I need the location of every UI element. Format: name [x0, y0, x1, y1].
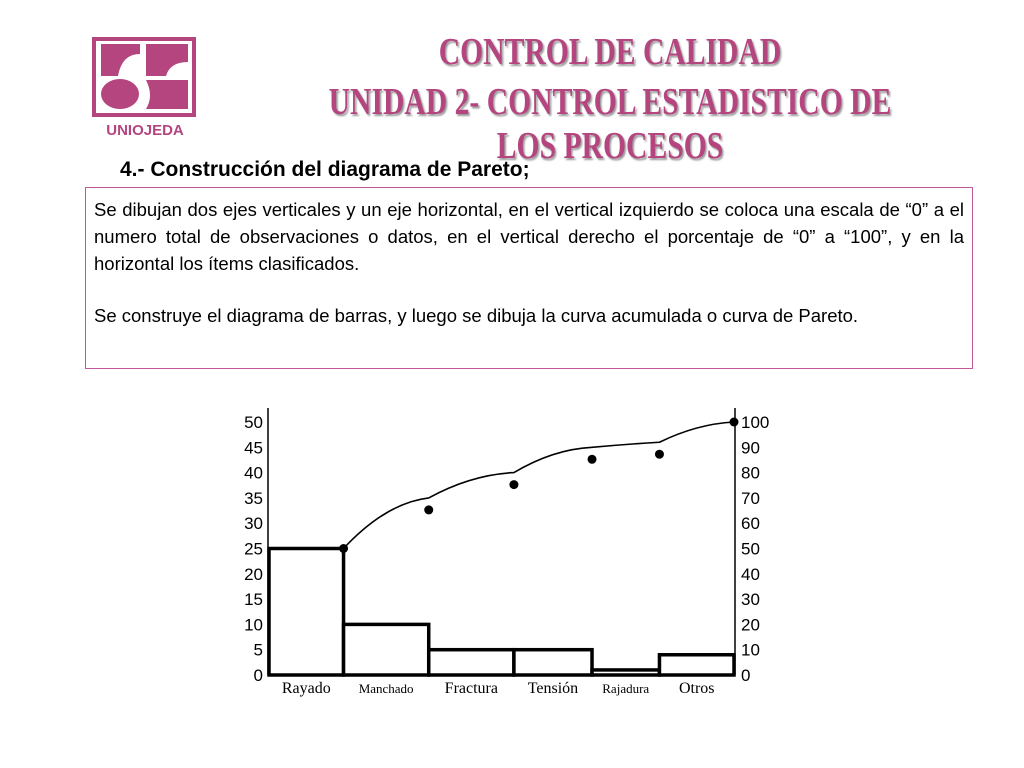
y-right-tick-label: 90	[741, 438, 760, 458]
y-right-tick-label: 30	[741, 590, 760, 610]
category-label: Otros	[678, 680, 715, 697]
y-left-tick-label: 35	[244, 488, 263, 508]
y-left-tick-label: 50	[244, 413, 263, 432]
y-right-tick-label: 50	[741, 539, 760, 559]
bar-otros	[659, 655, 734, 675]
category-label: Tensión	[527, 680, 579, 697]
y-left-tick-label: 25	[244, 539, 263, 559]
bar-fractura	[429, 650, 514, 675]
y-left-tick-label: 45	[244, 438, 263, 458]
uniojeda-logo	[90, 36, 200, 140]
cumulative-point	[588, 455, 597, 464]
section-heading: 4.- Construcción del diagrama de Pareto;	[120, 158, 530, 181]
y-right-tick-label: 80	[741, 463, 760, 483]
y-left-tick-label: 30	[244, 514, 263, 534]
y-right-tick-label: 0	[741, 666, 751, 685]
bar-rajadura	[592, 670, 659, 675]
y-right-tick-label: 60	[741, 514, 760, 534]
y-right-tick-label: 10	[741, 640, 760, 660]
cumulative-point	[424, 505, 433, 514]
subtitle: UNIDAD 2- CONTROL ESTADISTICO DE LOS PROCESOS	[328, 81, 892, 167]
y-left-tick-label: 15	[244, 590, 263, 610]
y-right-tick-label: 100	[741, 413, 770, 432]
cumulative-point	[655, 450, 664, 459]
cumulative-point	[509, 480, 518, 489]
logo-text: UNIOJEDA	[106, 122, 184, 139]
cumulative-point	[339, 544, 348, 553]
bar-manchado	[344, 624, 429, 675]
category-label: Fractura	[444, 680, 498, 697]
category-label: Manchado	[358, 681, 414, 696]
category-label: Rayado	[281, 680, 331, 697]
y-left-tick-label: 40	[244, 463, 263, 483]
description-paragraph-1: Se dibujan dos ejes verticales y un eje horizontal, en el vertical izquierdo se coloca una escala de “0” a el numero total de observaciones o datos, en el vertical derecho el porcentaje de “0” a “100”, y en la horizontal los ítems clasificados.	[94, 199, 964, 274]
y-right-tick-label: 20	[741, 615, 760, 635]
y-left-tick-label: 10	[244, 615, 263, 635]
description-paragraph-2: Se construye el diagrama de barras, y luego se dibuja la curva acumulada o curva de Pareto.	[94, 305, 859, 326]
y-left-tick-label: 20	[244, 564, 263, 584]
main-title: CONTROL DE CALIDAD	[438, 31, 782, 73]
category-label: Rajadura	[602, 681, 650, 696]
y-right-tick-label: 70	[741, 488, 760, 508]
y-left-tick-label: 0	[253, 666, 263, 685]
description-box	[85, 187, 973, 369]
cumulative-point	[730, 418, 739, 427]
bar-tensión	[514, 650, 592, 675]
pareto-chart	[200, 396, 800, 716]
y-right-tick-label: 40	[741, 564, 760, 584]
y-left-tick-label: 5	[253, 640, 263, 660]
cumulative-curve	[344, 422, 734, 549]
bar-rayado	[269, 549, 344, 676]
